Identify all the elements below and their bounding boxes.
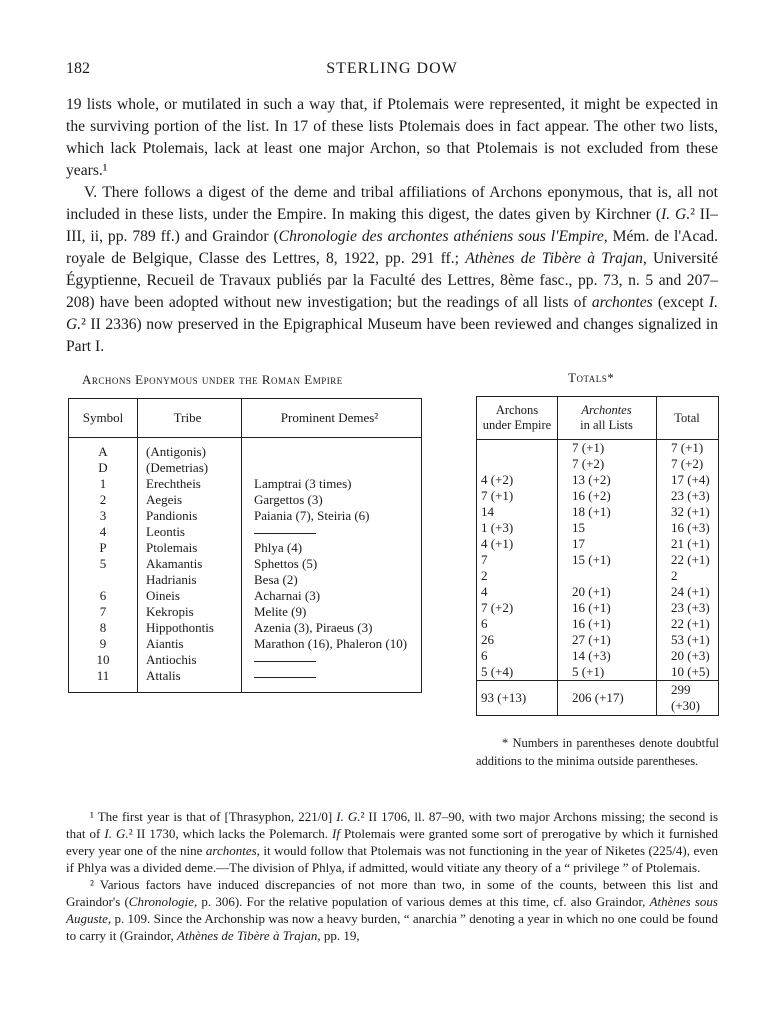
header-symbol: Symbol <box>69 399 138 438</box>
cell-demes: Sphettos (5) <box>254 556 318 571</box>
text-run: ² II 1706, ll. 87–90, with two major Archons missing; the second is that of <box>66 809 719 841</box>
text-run: ² II 1730, which lacks the Polemarch. <box>128 826 333 841</box>
text-run: ² II 2336) now preserved in the Epigraphical Museum have been reviewed and changes signalized in Part I. <box>66 316 718 355</box>
text-run-italic: Chronologie des archontes athéniens sous l'Empire, <box>278 228 608 245</box>
archon-row <box>69 572 422 588</box>
cell-symbol: 6 <box>69 588 138 604</box>
cell-demes: Gargettos (3) <box>254 492 323 507</box>
cell-tribe: Hippothontis <box>138 620 242 636</box>
cell-tribe: Hadrianis <box>138 572 242 588</box>
totals-row <box>477 648 719 664</box>
cell-archontes: 16 (+2) <box>558 488 657 504</box>
archon-row <box>69 524 422 540</box>
cell-tribe: (Demetrias) <box>138 460 242 476</box>
cell-tribe: Erechtheis <box>138 476 242 492</box>
totals-row <box>477 584 719 600</box>
cell-tribe: Antiochis <box>138 652 242 668</box>
totals-row <box>477 520 719 536</box>
header-archons <box>477 397 558 440</box>
cell-archontes: 18 (+1) <box>558 504 657 520</box>
totals-row <box>477 632 719 648</box>
header-line: Archons <box>495 403 539 417</box>
cell-symbol: 7 <box>69 604 138 620</box>
archon-row <box>69 540 422 556</box>
totals-row <box>477 536 719 552</box>
archon-row <box>69 438 422 461</box>
page-number: 182 <box>66 60 90 77</box>
cell-archons: 4 (+2) <box>477 472 558 488</box>
dash-rule <box>254 533 316 534</box>
text-run: ¹ The first year is that of [Thrasyphon, 221/0] <box>90 809 337 824</box>
archon-row <box>69 492 422 508</box>
totals-row <box>477 616 719 632</box>
totals-row <box>477 472 719 488</box>
archon-row <box>69 556 422 572</box>
cell-tribe: Leontis <box>138 524 242 540</box>
totals-row <box>477 488 719 504</box>
cell-archontes: 16 (+1) <box>558 616 657 632</box>
totals-table <box>476 396 719 716</box>
cell-tribe: Oineis <box>138 588 242 604</box>
archon-row <box>69 636 422 652</box>
dash-rule <box>254 661 316 662</box>
cell-demes: Acharnai (3) <box>254 588 321 603</box>
archon-row <box>69 460 422 476</box>
cell-archontes: 20 (+1) <box>558 584 657 600</box>
cell-symbol: 1 <box>69 476 138 492</box>
cell-symbol: D <box>69 460 138 476</box>
cell-symbol: 2 <box>69 492 138 508</box>
archon-row <box>69 620 422 636</box>
totals-row <box>477 440 719 457</box>
cell-symbol: 4 <box>69 524 138 540</box>
header-line: Archontes <box>581 403 632 417</box>
cell-total: 32 (+1) <box>671 504 710 519</box>
totals-note: * Numbers in parentheses denote doubtful additions to the minima outside parentheses. <box>476 736 719 768</box>
cell-demes <box>242 460 422 476</box>
text-run-italic: archontes <box>591 294 653 311</box>
cell-demes: Marathon (16), Phaleron (10) <box>254 636 408 651</box>
cell-archontes: 17 <box>558 536 657 552</box>
text-run-italic: Athènes de Tibère à Trajan, <box>465 250 647 267</box>
cell-tribe: Kekropis <box>138 604 242 620</box>
text-run-italic: I. G. <box>336 809 361 824</box>
cell-tribe: Aiantis <box>138 636 242 652</box>
cell-demes <box>242 524 422 540</box>
cell-symbol: 9 <box>69 636 138 652</box>
totals-row <box>477 568 719 584</box>
cell-tribe: Pandionis <box>138 508 242 524</box>
text-run: pp. 19, <box>320 928 360 943</box>
archons-table-caption: Archons Eponymous under the Roman Empire <box>82 372 343 387</box>
cell-archontes: 7 (+1) <box>558 440 657 457</box>
cell-total: 17 (+4) <box>671 472 710 487</box>
cell-tribe: (Antigonis) <box>138 438 242 461</box>
text-run: it would follow that Ptolemais was not functioning in the year of Niketes (225/4), even if Phlya was a divided deme.—The division of Phlya, if admitted, would vitiate any theory of a “ privilege ” of Ptolemais. <box>66 843 718 875</box>
cell-archons: 2 <box>477 568 558 584</box>
cell-demes: Paiania (7), Steiria (6) <box>254 508 370 523</box>
cell-archons <box>477 440 558 457</box>
cell-archontes: 7 (+2) <box>558 456 657 472</box>
archons-table <box>68 398 422 693</box>
archon-row <box>69 476 422 492</box>
paragraph-2 <box>66 182 718 358</box>
header-total: Total <box>657 397 719 440</box>
text-run: V. There follows a digest of the deme and tribal affiliations of Archons eponymous, that is, all not included in these lists, under the Empire. In making this digest, the dates given by Kirchner ( <box>66 184 718 223</box>
text-run: (except <box>652 294 709 311</box>
cell-demes: Azenia (3), Piraeus (3) <box>254 620 373 635</box>
text-run-italic: archontes, <box>205 843 260 858</box>
totals-row <box>477 600 719 616</box>
cell-archons: 7 (+1) <box>477 488 558 504</box>
text-run-italic: Athènes sous Auguste, <box>66 894 718 926</box>
cell-archons: 7 (+2) <box>477 600 558 616</box>
cell-archontes: 27 (+1) <box>558 632 657 648</box>
cell-archontes <box>558 568 657 584</box>
dash-rule <box>254 677 316 678</box>
header-line: in all Lists <box>580 418 633 432</box>
cell-demes <box>242 652 422 668</box>
cell-total: 24 (+1) <box>671 584 710 599</box>
text-run: Ptolemais were granted some sort of prerogative by which it furnished every year one of the nine <box>66 826 719 858</box>
text-run: Université Égyptienne, Recueil de Travaux publiés par la Faculté des Lettres, 8ème fasc., pp. 73, n. 5 and 207–208) have been adopted without new investigation; but the readings of all lists of <box>66 250 719 311</box>
text-run: p. 306). For the relative population of various demes at this time, cf. also Graindor, <box>197 894 650 909</box>
cell-archons: 93 (+13) <box>477 681 558 716</box>
cell-archontes: 206 (+17) <box>558 681 657 716</box>
cell-total: 53 (+1) <box>671 632 710 647</box>
cell-symbol: P <box>69 540 138 556</box>
cell-total: 16 (+3) <box>671 520 710 535</box>
cell-total: 7 (+1) <box>671 440 704 455</box>
text-run-italic: If <box>332 826 340 841</box>
text-run: p. 109. Since the Archonship was now a heavy burden, “ anarchia ” denoting a year in which no one could be found to carry it (Graindor, <box>66 911 718 943</box>
cell-total: 7 (+2) <box>671 456 704 471</box>
text-run: ² Various factors have induced discrepancies of not more than two, in some of the counts, between this list and Graindor's ( <box>66 877 718 909</box>
cell-archons: 1 (+3) <box>477 520 558 536</box>
cell-demes: Besa (2) <box>254 572 298 587</box>
cell-total: 20 (+3) <box>671 648 710 663</box>
cell-archontes: 13 (+2) <box>558 472 657 488</box>
archon-row <box>69 508 422 524</box>
cell-archons: 26 <box>477 632 558 648</box>
footnote-1 <box>66 808 718 876</box>
cell-total: 10 (+5) <box>671 664 710 679</box>
archon-row <box>69 604 422 620</box>
cell-tribe: Aegeis <box>138 492 242 508</box>
cell-symbol: A <box>69 438 138 461</box>
cell-archontes: 5 (+1) <box>558 664 657 681</box>
archon-row <box>69 668 422 693</box>
totals-row <box>477 504 719 520</box>
totals-row <box>477 552 719 568</box>
text-run: ² II–III, ii, pp. 789 ff.) and Graindor ( <box>66 206 718 245</box>
cell-tribe: Ptolemais <box>138 540 242 556</box>
text-run-italic: I. G. <box>661 206 691 223</box>
cell-symbol: 3 <box>69 508 138 524</box>
totals-table-caption: Totals* <box>568 370 615 385</box>
cell-archons: 5 (+4) <box>477 664 558 681</box>
header-tribe: Tribe <box>138 399 242 438</box>
archon-row <box>69 588 422 604</box>
totals-sum-row <box>477 681 719 716</box>
cell-symbol: 8 <box>69 620 138 636</box>
text-run-italic: I. G. <box>104 826 129 841</box>
paragraph-1: 19 lists whole, or mutilated in such a way that, if Ptolemais were represented, it might be expected in the surviving portion of the list. In 17 of these lists Ptolemais does in fact appear. The other two lists, which lack Ptolemais, lack at least one major Archon, so that Ptolemais is not excluded from these years.¹ <box>66 96 718 179</box>
cell-demes: Lamptrai (3 times) <box>254 476 352 491</box>
cell-archontes: 15 (+1) <box>558 552 657 568</box>
cell-symbol: 10 <box>69 652 138 668</box>
cell-symbol <box>69 572 138 588</box>
cell-archons: 6 <box>477 648 558 664</box>
cell-symbol: 5 <box>69 556 138 572</box>
cell-archons <box>477 456 558 472</box>
footnote-2 <box>66 876 718 944</box>
cell-total: 22 (+1) <box>671 616 710 631</box>
cell-total: 23 (+3) <box>671 600 710 615</box>
text-run: Mém. de l'Acad. royale de Belgique, Classe des Lettres, 8, 1922, pp. 291 ff.; <box>66 228 718 267</box>
totals-row <box>477 456 719 472</box>
body-text <box>66 94 718 358</box>
footnotes <box>66 808 718 944</box>
cell-archons: 14 <box>477 504 558 520</box>
archon-row <box>69 652 422 668</box>
header-archontes <box>558 397 657 440</box>
cell-archons: 4 (+1) <box>477 536 558 552</box>
header-line: under Empire <box>482 418 552 432</box>
cell-demes: Phlya (4) <box>254 540 303 555</box>
totals-row <box>477 664 719 681</box>
cell-total: 2 <box>671 568 678 583</box>
cell-tribe: Attalis <box>138 668 242 693</box>
cell-archons: 6 <box>477 616 558 632</box>
cell-archontes: 14 (+3) <box>558 648 657 664</box>
cell-total: 299 (+30) <box>657 681 719 716</box>
text-run-italic: Chronologie, <box>128 894 198 909</box>
cell-archons: 4 <box>477 584 558 600</box>
cell-tribe: Akamantis <box>138 556 242 572</box>
text-run-italic: Athènes de Tibère à Trajan, <box>177 928 321 943</box>
cell-total: 22 (+1) <box>671 552 710 567</box>
cell-total: 21 (+1) <box>671 536 710 551</box>
header-demes: Prominent Demes² <box>242 399 422 438</box>
cell-archontes: 15 <box>558 520 657 536</box>
cell-total: 23 (+3) <box>671 488 710 503</box>
running-title: STERLING DOW <box>326 60 458 77</box>
cell-demes: Melite (9) <box>254 604 307 619</box>
text-run-italic: I. G. <box>66 294 718 333</box>
cell-archons: 7 <box>477 552 558 568</box>
cell-symbol: 11 <box>69 668 138 693</box>
cell-demes <box>242 668 422 693</box>
cell-archontes: 16 (+1) <box>558 600 657 616</box>
cell-demes <box>242 438 422 461</box>
